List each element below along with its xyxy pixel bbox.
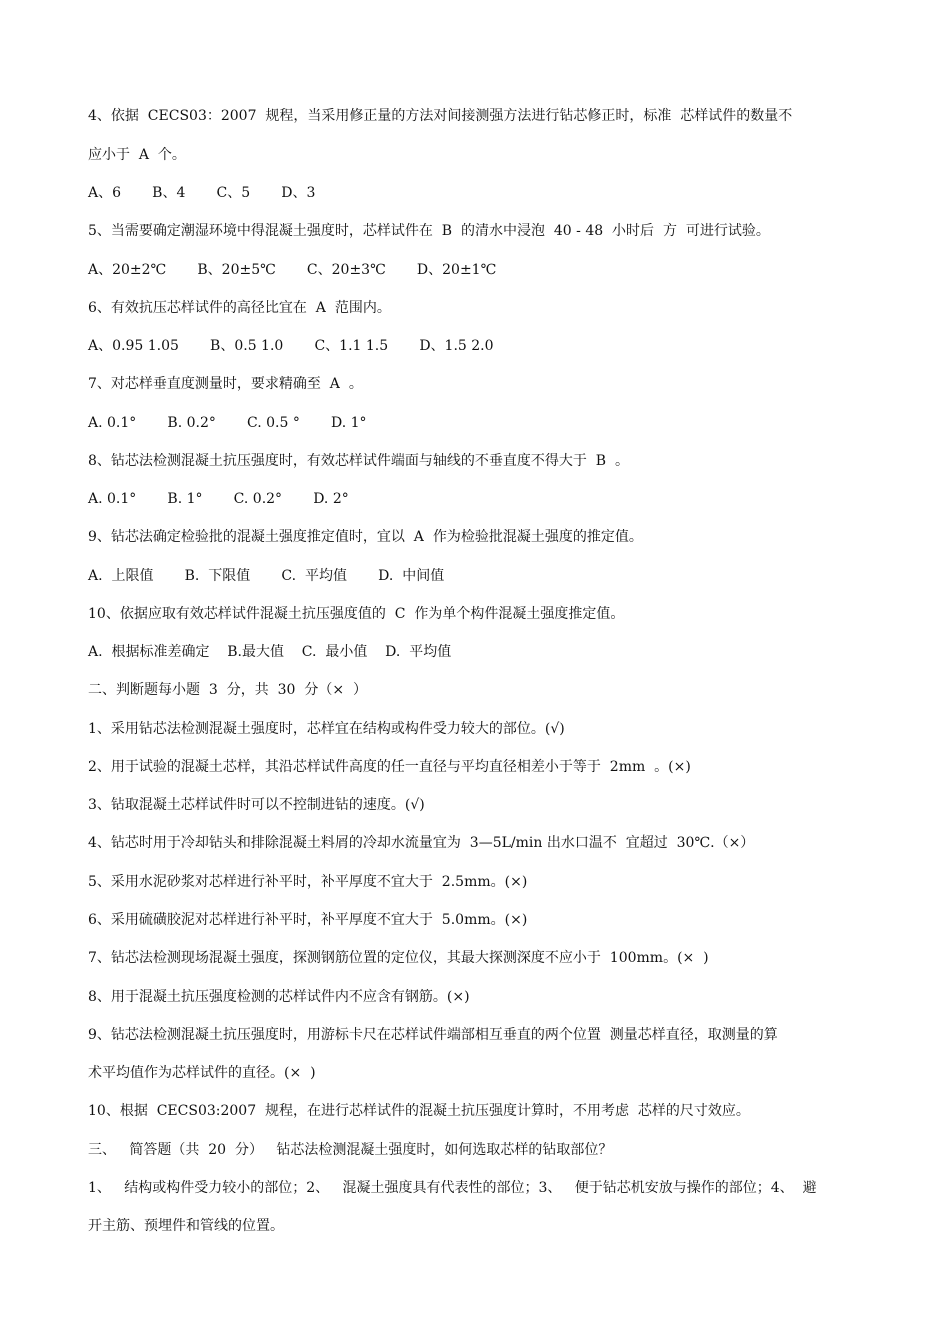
short-answer-text-continued: 开主筋、预埋件和管线的位置。 [88, 1218, 284, 1234]
q6-options: A、0.95 1.05 B、0.5 1.0 C、1.1 1.5 D、1.5 2.0 [88, 338, 494, 354]
tf-item-2: 2、用于试验的混凝土芯样，其沿芯样试件高度的任一直径与平均直径相差小于等于 2mm 。(×) [88, 759, 691, 775]
section-heading-short-answer: 三、 简答题（共 20 分） 钻芯法检测混凝土强度时，如何选取芯样的钻取部位？ [88, 1142, 613, 1158]
q10-stem: 10、依据应取有效芯样试件混凝土抗压强度值的 C 作为单个构件混凝土强度推定值。 [88, 606, 625, 622]
short-answer-text: 1、 结构或构件受力较小的部位；2、 混凝土强度具有代表性的部位；3、 便于钻芯机安放与操作的部位；4、 避 [88, 1180, 817, 1196]
q8-stem: 8、钻芯法检测混凝土抗压强度时，有效芯样试件端面与轴线的不垂直度不得大于 B 。 [88, 453, 629, 469]
q6-stem: 6、有效抗压芯样试件的高径比宜在 A 范围内。 [88, 300, 391, 316]
q7-options: A. 0.1° B. 0.2° C. 0.5 ° D. 1° [88, 415, 367, 431]
tf-item-7: 7、钻芯法检测现场混凝土强度，探测钢筋位置的定位仪，其最大探测深度不应小于 100mm。(× ) [88, 950, 709, 966]
q9-options: A. 上限值 B. 下限值 C. 平均值 D. 中间值 [88, 568, 445, 584]
tf-item-9-continued: 术平均值作为芯样试件的直径。(× ) [88, 1065, 316, 1081]
tf-item-4: 4、钻芯时用于冷却钻头和排除混凝土料屑的冷却水流量宜为 3—5L/min 出水口温不 宜超过 30℃.（×） [88, 835, 755, 851]
q8-options: A. 0.1° B. 1° C. 0.2° D. 2° [88, 491, 349, 507]
q10-options: A. 根据标准差确定 B.最大值 C. 最小值 D. 平均值 [88, 644, 452, 660]
tf-item-10: 10、根据 CECS03:2007 规程，在进行芯样试件的混凝土抗压强度计算时，不用考虑 芯样的尺寸效应。 [88, 1103, 750, 1119]
tf-item-3: 3、钻取混凝土芯样试件时可以不控制进钻的速度。(√) [88, 797, 425, 813]
tf-item-6: 6、采用硫磺胶泥对芯样进行补平时，补平厚度不宜大于 5.0mm。(×) [88, 912, 528, 928]
q5-stem: 5、当需要确定潮湿环境中得混凝土强度时，芯样试件在 B 的清水中浸泡 40 - 48 小时后 方 可进行试验。 [88, 223, 770, 239]
tf-item-9: 9、钻芯法检测混凝土抗压强度时，用游标卡尺在芯样试件端部相互垂直的两个位置 测量芯样直径，取测量的算 [88, 1027, 778, 1043]
tf-item-1: 1、采用钻芯法检测混凝土强度时，芯样宜在结构或构件受力较大的部位。(√) [88, 721, 565, 737]
q9-stem: 9、钻芯法确定检验批的混凝土强度推定值时，宜以 A 作为检验批混凝土强度的推定值。 [88, 529, 643, 545]
q4-stem: 4、依据 CECS03：2007 规程，当采用修正量的方法对间接测强方法进行钻芯修正时，标准 芯样试件的数量不 [88, 108, 793, 124]
q7-stem: 7、对芯样垂直度测量时，要求精确至 A 。 [88, 376, 363, 392]
tf-item-5: 5、采用水泥砂浆对芯样进行补平时，补平厚度不宜大于 2.5mm。(×) [88, 874, 528, 890]
q5-options: A、20±2℃ B、20±5℃ C、20±3℃ D、20±1℃ [88, 262, 497, 278]
q4-stem-continued: 应小于 A 个。 [88, 147, 186, 163]
q4-options: A、6 B、4 C、5 D、3 [88, 185, 316, 201]
tf-item-8: 8、用于混凝土抗压强度检测的芯样试件内不应含有钢筋。(×) [88, 989, 470, 1005]
section-heading-true-false: 二、判断题每小题 3 分，共 30 分（× ） [88, 682, 367, 698]
